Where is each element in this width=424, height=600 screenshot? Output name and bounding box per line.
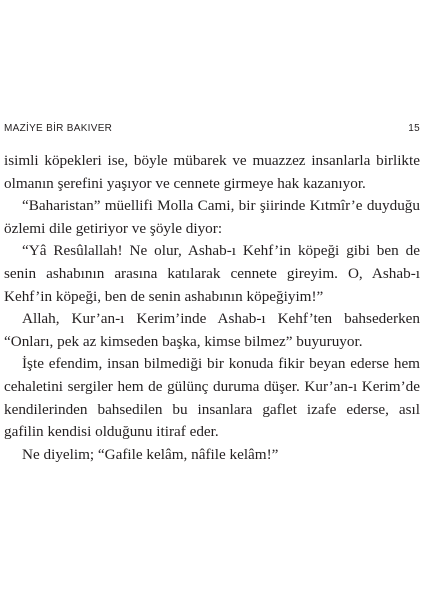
page-number: 15 (408, 123, 420, 134)
paragraph-closing-saying: Ne diyelim; “Gafile kelâm, nâfile kelâm!” (22, 445, 279, 463)
paragraph-molla-cami: “Baharistan” müellifi Molla Cami, bir şiirinde Kıtmîr’e duyduğu özlemi dile getiriyor ve şöyle diyor: (4, 197, 420, 237)
running-header-title: MAZİYE BİR BAKIVER (4, 123, 113, 134)
running-header (4, 123, 420, 137)
paragraph-quote-resulallah: “Yâ Resûlallah! Ne olur, Ashab-ı Kehf’in köpeği gibi ben de senin ashabının arasına katılarak cennete gireyim. O, Ashab-ı Kehf’in köpeği, ben de senin ashabının köpeğiyim!” (4, 242, 420, 305)
body-text (4, 150, 420, 466)
paragraph-continuation: isimli köpekleri ise, böyle mübarek ve muazzez insanlarla birlikte olmanın şerefini yaşıyor ve cennete girmeye hak kazanıyor. (4, 152, 420, 192)
paragraph-ignorance: İşte efendim, insan bilmediği bir konuda fikir beyan ederse hem cehaletini sergiler hem de gülünç duruma düşer. Kur’an-ı Kerim’de kendilerinden bahsedilen bu insanlara gaflet izafe ederse, asıl gafilin kendisi olduğunu itiraf eder. (4, 355, 420, 441)
paragraph-quran-reference: Allah, Kur’an-ı Kerim’inde Ashab-ı Kehf’ten bahsederken “Onları, pek az kimseden başka, kimse bilmez” buyuruyor. (4, 310, 420, 350)
